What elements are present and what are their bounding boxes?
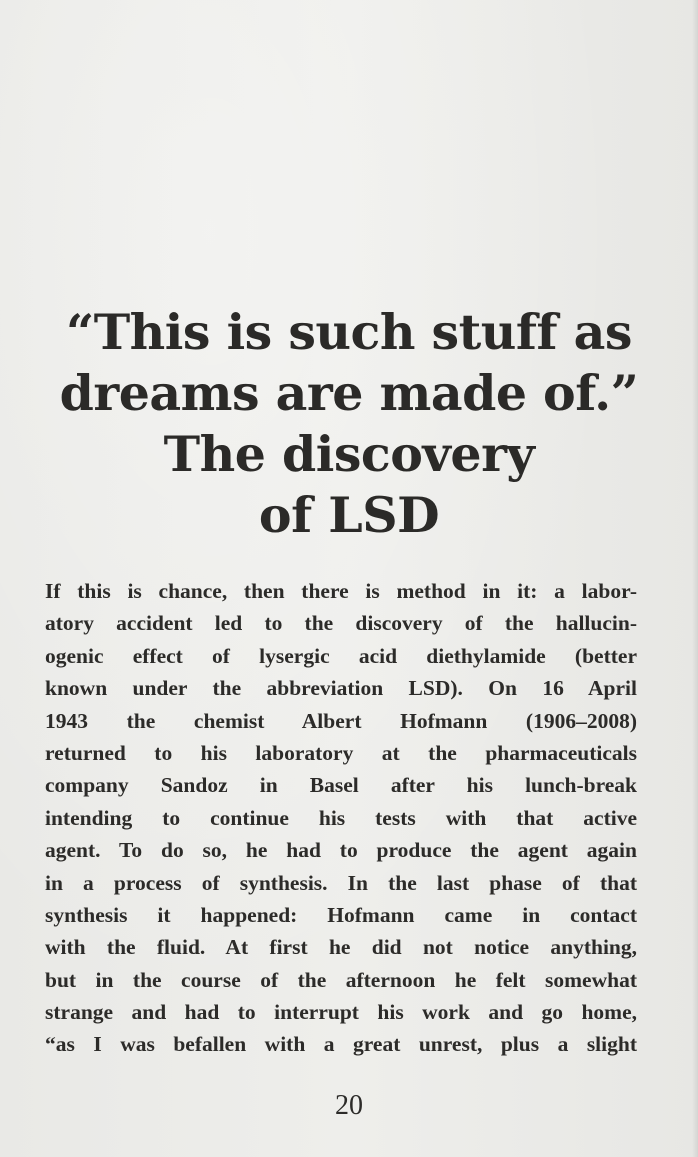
body-line: with the fluid. At first he did not notice anything, <box>45 935 637 960</box>
heading-line: “This is such stuff as <box>66 303 632 361</box>
chapter-heading <box>30 302 668 546</box>
body-line: strange and had to interrupt his work and go home, <box>45 1000 637 1025</box>
body-line: company Sandoz in Basel after his lunch-break <box>45 773 637 798</box>
body-line: intending to continue his tests with that active <box>45 805 637 830</box>
heading-line: of LSD <box>258 486 440 544</box>
body-line: 1943 the chemist Albert Hofmann (1906–2008) <box>45 708 637 733</box>
body-line: synthesis it happened: Hofmann came in contact <box>45 902 637 927</box>
body-line: known under the abbreviation LSD). On 16 April <box>45 676 637 701</box>
heading-line: dreams are made of.” <box>59 364 639 422</box>
body-line: If this is chance, then there is method in it: a labor- <box>45 579 637 603</box>
body-line: atory accident led to the discovery of the hallucin- <box>45 611 637 636</box>
body-line: “as I was befallen with a great unrest, plus a slight <box>45 1032 637 1057</box>
body-line: ogenic effect of lysergic acid diethylamide (better <box>45 643 637 668</box>
page-edge-shadow <box>692 0 698 1157</box>
body-paragraph <box>45 575 637 1061</box>
body-line: returned to his laboratory at the pharmaceuticals <box>45 740 637 765</box>
page-number: 20 <box>335 1090 363 1121</box>
body-line: in a process of synthesis. In the last phase of that <box>45 870 637 895</box>
heading-line: The discovery <box>163 425 535 483</box>
body-line: agent. To do so, he had to produce the agent again <box>45 838 637 863</box>
body-line: but in the course of the afternoon he felt somewhat <box>45 967 637 992</box>
